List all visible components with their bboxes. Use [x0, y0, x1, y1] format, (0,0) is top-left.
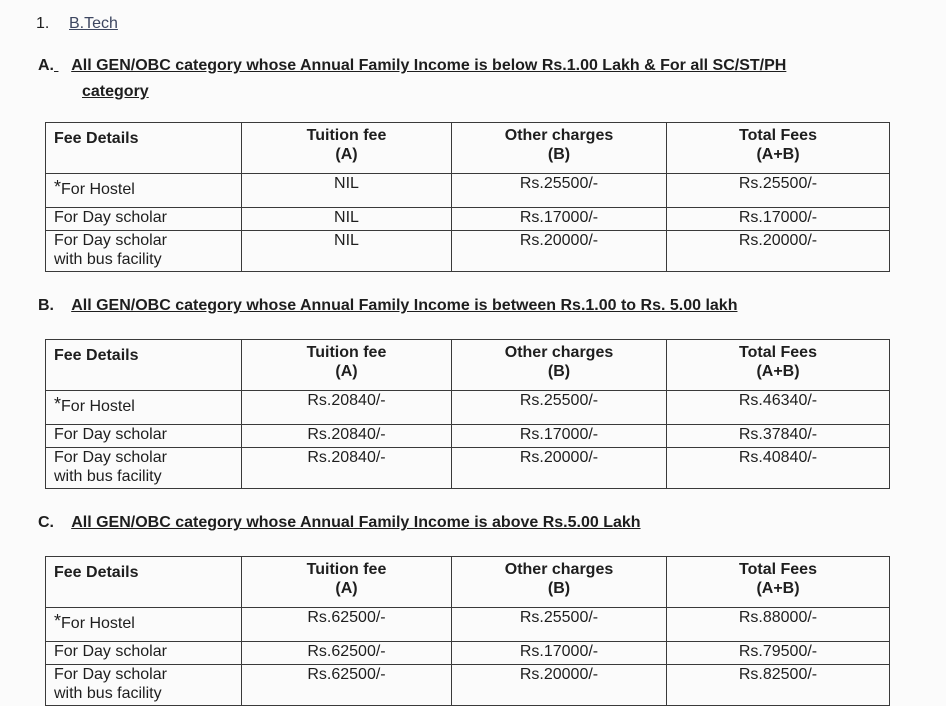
header-tuition: Tuition fee (A): [242, 123, 452, 174]
header-other: Other charges (B): [452, 557, 667, 608]
heading-number: 1.: [36, 15, 50, 32]
header-fee-details: Fee Details: [46, 123, 242, 174]
table-row: [46, 642, 890, 665]
header-total: Total Fees (A+B): [667, 340, 890, 391]
cell-tuition: Rs.62500/-: [242, 608, 452, 642]
cell-total: Rs.25500/-: [667, 174, 890, 208]
cell-other: Rs.20000/-: [452, 448, 667, 489]
table-row: [46, 448, 890, 489]
table-row: [46, 665, 890, 706]
table-header-row: [46, 123, 890, 174]
cell-total: Rs.37840/-: [667, 425, 890, 448]
row-label-day: For Day scholar: [46, 208, 242, 231]
cell-tuition: Rs.20840/-: [242, 391, 452, 425]
header-other: Other charges (B): [452, 123, 667, 174]
header-other: Other charges (B): [452, 340, 667, 391]
cell-tuition: Rs.20840/-: [242, 425, 452, 448]
header-fee-details: Fee Details: [46, 340, 242, 391]
section-a-letter: A.: [38, 57, 54, 74]
cell-tuition: NIL: [242, 174, 452, 208]
cell-other: Rs.20000/-: [452, 231, 667, 272]
cell-other: Rs.25500/-: [452, 608, 667, 642]
row-label-day: For Day scholar: [46, 425, 242, 448]
section-a-title-line1: All GEN/OBC category whose Annual Family Income is below Rs.1.00 Lakh & For all SC/ST/PH: [71, 57, 787, 74]
cell-tuition: Rs.62500/-: [242, 642, 452, 665]
heading-title: B.Tech: [69, 15, 118, 32]
cell-total: Rs.40840/-: [667, 448, 890, 489]
header-tuition: Tuition fee (A): [242, 557, 452, 608]
cell-total: Rs.82500/-: [667, 665, 890, 706]
section-c-title-line1: All GEN/OBC category whose Annual Family Income is above Rs.5.00 Lakh: [71, 514, 641, 531]
table-row: [46, 391, 890, 425]
row-label-day: For Day scholar: [46, 642, 242, 665]
table-row: [46, 425, 890, 448]
row-label-bus: For Day scholar with bus facility: [46, 231, 242, 272]
section-a-title-2: [82, 83, 149, 101]
cell-total: Rs.88000/-: [667, 608, 890, 642]
cell-tuition: Rs.62500/-: [242, 665, 452, 706]
cell-other: Rs.17000/-: [452, 425, 667, 448]
table-row: [46, 208, 890, 231]
section-b-letter: B.: [38, 297, 54, 314]
cell-tuition: NIL: [242, 208, 452, 231]
section-b-title-line1: All GEN/OBC category whose Annual Family Income is between Rs.1.00 to Rs. 5.00 lakh: [71, 297, 738, 314]
section-c-letter: C.: [38, 514, 54, 531]
header-total: Total Fees (A+B): [667, 557, 890, 608]
header-fee-details: Fee Details: [46, 557, 242, 608]
cell-other: Rs.20000/-: [452, 665, 667, 706]
cell-tuition: NIL: [242, 231, 452, 272]
section-a-title-line2: category: [82, 83, 149, 100]
cell-other: Rs.17000/-: [452, 642, 667, 665]
row-label-hostel: *For Hostel: [46, 391, 242, 425]
cell-total: Rs.46340/-: [667, 391, 890, 425]
table-row: [46, 231, 890, 272]
row-label-hostel: *For Hostel: [46, 608, 242, 642]
section-b-title: [38, 297, 737, 315]
table-header-row: [46, 557, 890, 608]
row-label-bus: For Day scholar with bus facility: [46, 448, 242, 489]
table-header-row: [46, 340, 890, 391]
fee-table-a: [45, 122, 890, 272]
cell-total: Rs.79500/-: [667, 642, 890, 665]
cell-other: Rs.25500/-: [452, 174, 667, 208]
cell-total: Rs.17000/-: [667, 208, 890, 231]
fee-table-b: [45, 339, 890, 489]
cell-other: Rs.17000/-: [452, 208, 667, 231]
row-label-hostel: *For Hostel: [46, 174, 242, 208]
cell-other: Rs.25500/-: [452, 391, 667, 425]
cell-tuition: Rs.20840/-: [242, 448, 452, 489]
header-total: Total Fees (A+B): [667, 123, 890, 174]
section-c-title: [38, 514, 641, 532]
table-row: [46, 608, 890, 642]
header-tuition: Tuition fee (A): [242, 340, 452, 391]
cell-total: Rs.20000/-: [667, 231, 890, 272]
section-a-title: [38, 57, 786, 75]
table-row: [46, 174, 890, 208]
row-label-bus: For Day scholar with bus facility: [46, 665, 242, 706]
fee-table-c: [45, 556, 890, 706]
